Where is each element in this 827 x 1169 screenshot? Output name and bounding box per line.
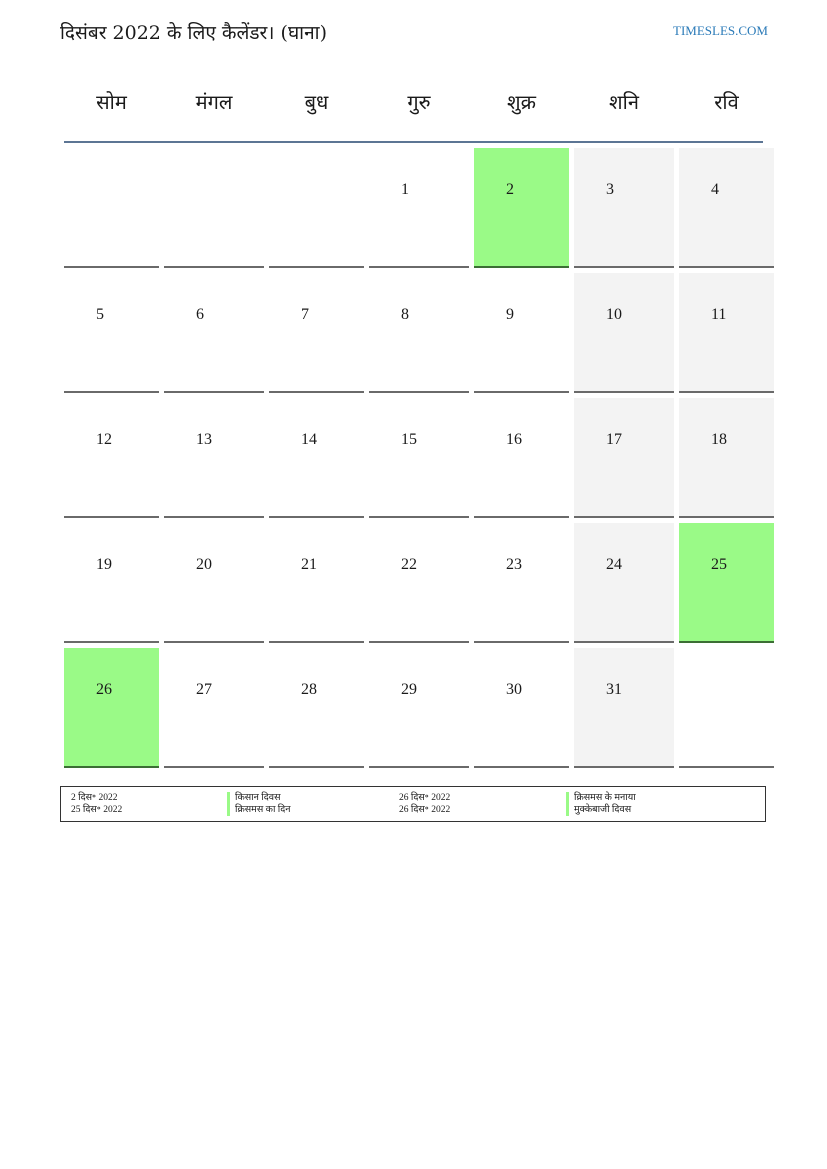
weekday-header [64,71,763,143]
legend-date: 2 दिस॰ 2022 [71,793,118,803]
day-number: 27 [196,681,212,698]
weekday-sat: शनि [609,90,639,114]
day-cell-29[interactable] [369,648,469,768]
day-cell-8[interactable] [369,273,469,393]
day-cell-6[interactable] [164,273,264,393]
day-cell-11[interactable] [679,273,774,393]
weekday-wed: बुध [304,90,329,114]
day-number: 25 [711,556,727,573]
day-number: 26 [96,681,112,698]
legend-holiday-name: क्रिसमस के मनाया [566,792,636,804]
day-number: 30 [506,681,522,698]
day-number: 24 [606,556,622,573]
calendar-grid [64,71,763,768]
day-number: 15 [401,431,417,448]
legend-holiday-name: क्रिसमस का दिन [227,804,291,816]
day-number: 4 [711,181,719,198]
day-cell-25[interactable] [679,523,774,643]
day-cell-9[interactable] [474,273,569,393]
day-number: 3 [606,181,614,198]
empty-day-cell [164,148,264,268]
day-cell-23[interactable] [474,523,569,643]
day-cell-12[interactable] [64,398,159,518]
day-cell-13[interactable] [164,398,264,518]
day-number: 7 [301,306,309,323]
day-number: 31 [606,681,622,698]
day-cell-31[interactable] [574,648,674,768]
day-number: 6 [196,306,204,323]
day-number: 8 [401,306,409,323]
empty-day-cell [269,148,364,268]
day-number: 20 [196,556,212,573]
weekday-mon: सोम [96,90,127,114]
day-cell-2[interactable] [474,148,569,268]
day-cell-16[interactable] [474,398,569,518]
day-cell-26[interactable] [64,648,159,768]
day-cell-18[interactable] [679,398,774,518]
day-number: 14 [301,431,317,448]
day-number: 16 [506,431,522,448]
day-cell-3[interactable] [574,148,674,268]
legend-holiday-name: किसान दिवस [227,792,281,804]
legend-holiday-name: मुक्केबाजी दिवस [566,804,631,816]
day-cell-27[interactable] [164,648,264,768]
day-number: 18 [711,431,727,448]
day-cell-17[interactable] [574,398,674,518]
day-cell-10[interactable] [574,273,674,393]
page-title: दिसंबर 2022 के लिए कैलेंडर। (घाना) [60,22,327,44]
day-number: 11 [711,306,727,323]
day-number: 9 [506,306,514,323]
day-number: 5 [96,306,104,323]
day-cell-24[interactable] [574,523,674,643]
weekday-sun: रवि [714,90,739,114]
day-cell-20[interactable] [164,523,264,643]
day-cell-5[interactable] [64,273,159,393]
day-cell-15[interactable] [369,398,469,518]
day-number: 12 [96,431,112,448]
day-number: 13 [196,431,212,448]
day-cell-22[interactable] [369,523,469,643]
day-number: 19 [96,556,112,573]
day-cell-4[interactable] [679,148,774,268]
weekday-tue: मंगल [195,90,233,114]
day-number: 1 [401,181,409,198]
day-number: 22 [401,556,417,573]
day-number: 17 [606,431,622,448]
day-number: 29 [401,681,417,698]
day-cell-1[interactable] [369,148,469,268]
day-number: 21 [301,556,317,573]
legend-date: 26 दिस॰ 2022 [399,793,451,803]
empty-day-cell [679,648,774,768]
holiday-legend [60,786,766,822]
day-cell-28[interactable] [269,648,364,768]
legend-date: 25 दिस॰ 2022 [71,805,123,815]
day-number: 23 [506,556,522,573]
day-number: 28 [301,681,317,698]
weekday-fri: शुक्र [507,90,536,114]
site-link[interactable]: TIMESLES.COM [673,23,768,38]
legend-date: 26 दिस॰ 2022 [399,805,451,815]
day-cell-19[interactable] [64,523,159,643]
day-cell-7[interactable] [269,273,364,393]
day-cell-21[interactable] [269,523,364,643]
day-number: 2 [506,181,514,198]
empty-day-cell [64,148,159,268]
weeks [64,148,763,768]
day-number: 10 [606,306,622,323]
weekday-thu: गुरु [407,90,431,114]
day-cell-30[interactable] [474,648,569,768]
day-cell-14[interactable] [269,398,364,518]
